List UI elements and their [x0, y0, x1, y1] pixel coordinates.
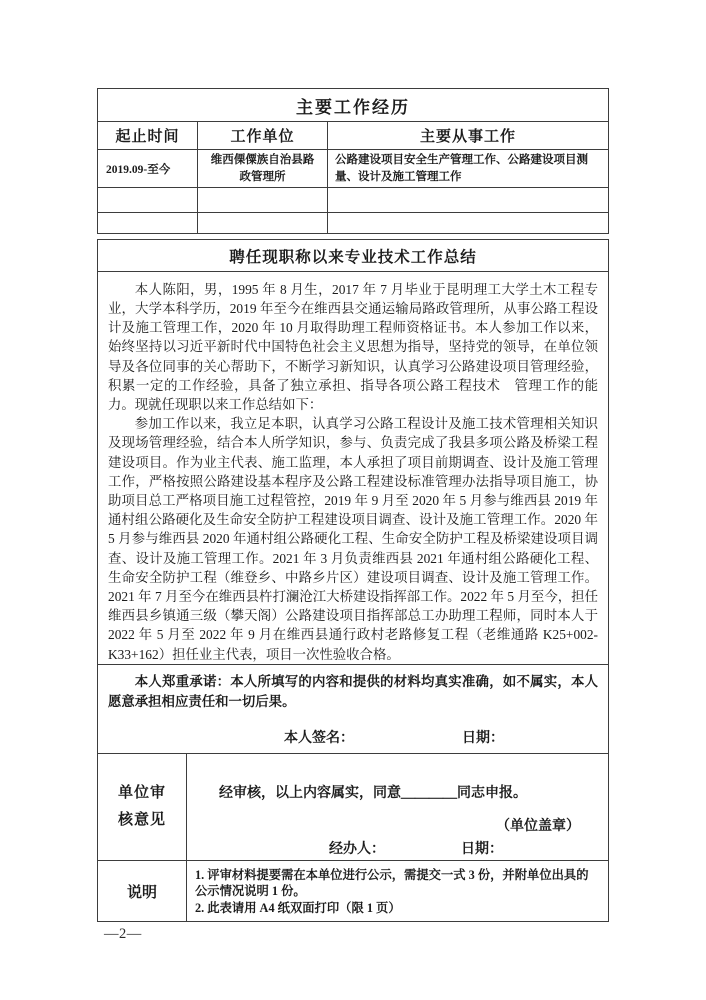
table-row-empty — [98, 213, 609, 234]
handler-label: 经办人： — [329, 842, 385, 858]
summary-paragraph-2: 参加工作以来，我立足本职，认真学习公路工程设计及施工技术管理相关知识及现场管理经验，结合本人所学知识，参与、负责完成了我县多项公路及桥梁工程建设项目。作为业主代表、施工监理，本人承担了项目前期调查、设计及施工管理工作，严格按照公路建设基本程序及公路工程建设标准管理办法指导项目施工，协助项目总工严格项目施工过程管控，2019 年 9 月至 2020 年 5 月参与维西县 2019 年通村组公路硬化及生命安全防护工程建设项目调查、设计及施工管理工作。2020 年 5 月参与维西县 2020 年通村组公路硬化工程、生命安全防护工程及桥梁建设项目调查、设计及施工管理工作。2021 年 3 月负责维西县 2021 年通村组公路硬化工程、生命安全防护工程（维登乡、中路乡片区）建设项目调查、设计及施工管理工作。2021 年 7 月至今在维西县杵打澜沧江大桥建设指挥部工作。2022 年 5 月至今，担任维西县乡镇通三级（攀天阁）公路建设项目指挥部总工办助理工程师，同时本人于 2022 年 5 月至 2022 年 9 月在维西县通行政村老路修复工程（老维通路 K25+002-K33+162）担任业主代表，项目一次性验收合格。 — [108, 416, 598, 662]
column-header-employer: 工作单位 — [198, 122, 328, 150]
signature-date-label: 日期： — [462, 731, 504, 747]
cell-employer-empty — [198, 213, 328, 234]
notes-row — [98, 861, 609, 922]
signature-label: 本人签名： — [284, 731, 354, 747]
notes-content-cell — [187, 861, 609, 922]
work-history-title-row — [98, 89, 609, 122]
work-history-title: 主要工作经历 — [98, 89, 609, 122]
table-row — [98, 150, 609, 188]
unit-seal-note: （单位盖章） — [496, 819, 580, 835]
declaration-row — [98, 665, 609, 754]
unit-review-content-cell — [187, 754, 609, 861]
unit-review-label-cell — [98, 754, 187, 861]
declaration-text: 本人郑重承诺：本人所填写的内容和提供的材料均真实准确，如不属实，本人愿意承担相应责任和一切后果。 — [108, 674, 598, 710]
unit-review-row — [98, 754, 609, 861]
column-header-period: 起止时间 — [98, 122, 198, 150]
cell-period-empty — [98, 213, 198, 234]
cell-period-empty — [98, 188, 198, 213]
summary-title: 聘任现职称以来专业技术工作总结 — [98, 240, 609, 272]
note-item-2: 2. 此表请用 A4 纸双面打印（限 1 页） — [195, 900, 401, 915]
note-item-1: 1. 评审材料提要需在本单位进行公示，需提交一式 3 份，并附单位出具的公示情况说明 1 份。 — [195, 867, 589, 899]
work-history-header-row — [98, 122, 609, 150]
summary-paragraph-1: 本人陈阳，男，1995 年 8 月生，2017 年 7 月毕业于昆明理工大学土木工程专业，大学本科学历，2019 年至今在维西县交通运输局路政管理所，从事公路工程设计及施工管理工作，2020 年 10 月取得助理工程师资格证书。本人参加工作以来，始终坚持以习近平新时代中国特色社会主义思想为指导，坚持党的领导，在单位领导及各位同事的关心帮助下，不断学习新知识，认真学习公路建设项目管理经验，积累一定的工作经验，具备了独立承担、指导各项公路工程技术 管理工作的能力。现就任现职以来工作总结如下： — [108, 281, 598, 413]
summary-body-row — [98, 272, 609, 665]
cell-duties-empty — [328, 188, 609, 213]
cell-employer-empty — [198, 188, 328, 213]
cell-duties: 公路建设项目安全生产管理工作、公路建设项目测量、设计及施工管理工作 — [328, 150, 609, 188]
summary-body-cell — [98, 272, 609, 665]
summary-title-row — [98, 240, 609, 272]
notes-label-cell — [98, 861, 187, 922]
table-row-empty — [98, 188, 609, 213]
summary-table — [97, 239, 609, 922]
cell-duties-empty — [328, 213, 609, 234]
signature-line — [108, 727, 598, 747]
notes-label: 说明 — [126, 884, 157, 901]
unit-review-label: 单位审核意见 — [117, 784, 166, 829]
work-history-table — [97, 88, 609, 234]
unit-review-statement: 经审核，以上内容属实，同意＿＿＿＿同志申报。 — [219, 786, 527, 802]
declaration-cell — [98, 665, 609, 754]
cell-period: 2019.09-至今 — [98, 150, 198, 188]
document-page — [97, 88, 609, 942]
page-number: —2— — [104, 926, 142, 942]
unit-review-signoff — [187, 838, 608, 858]
column-header-duties: 主要从事工作 — [328, 122, 609, 150]
cell-employer: 维西傈僳族自治县路政管理所 — [198, 150, 328, 188]
unit-review-date-label: 日期： — [461, 842, 503, 858]
